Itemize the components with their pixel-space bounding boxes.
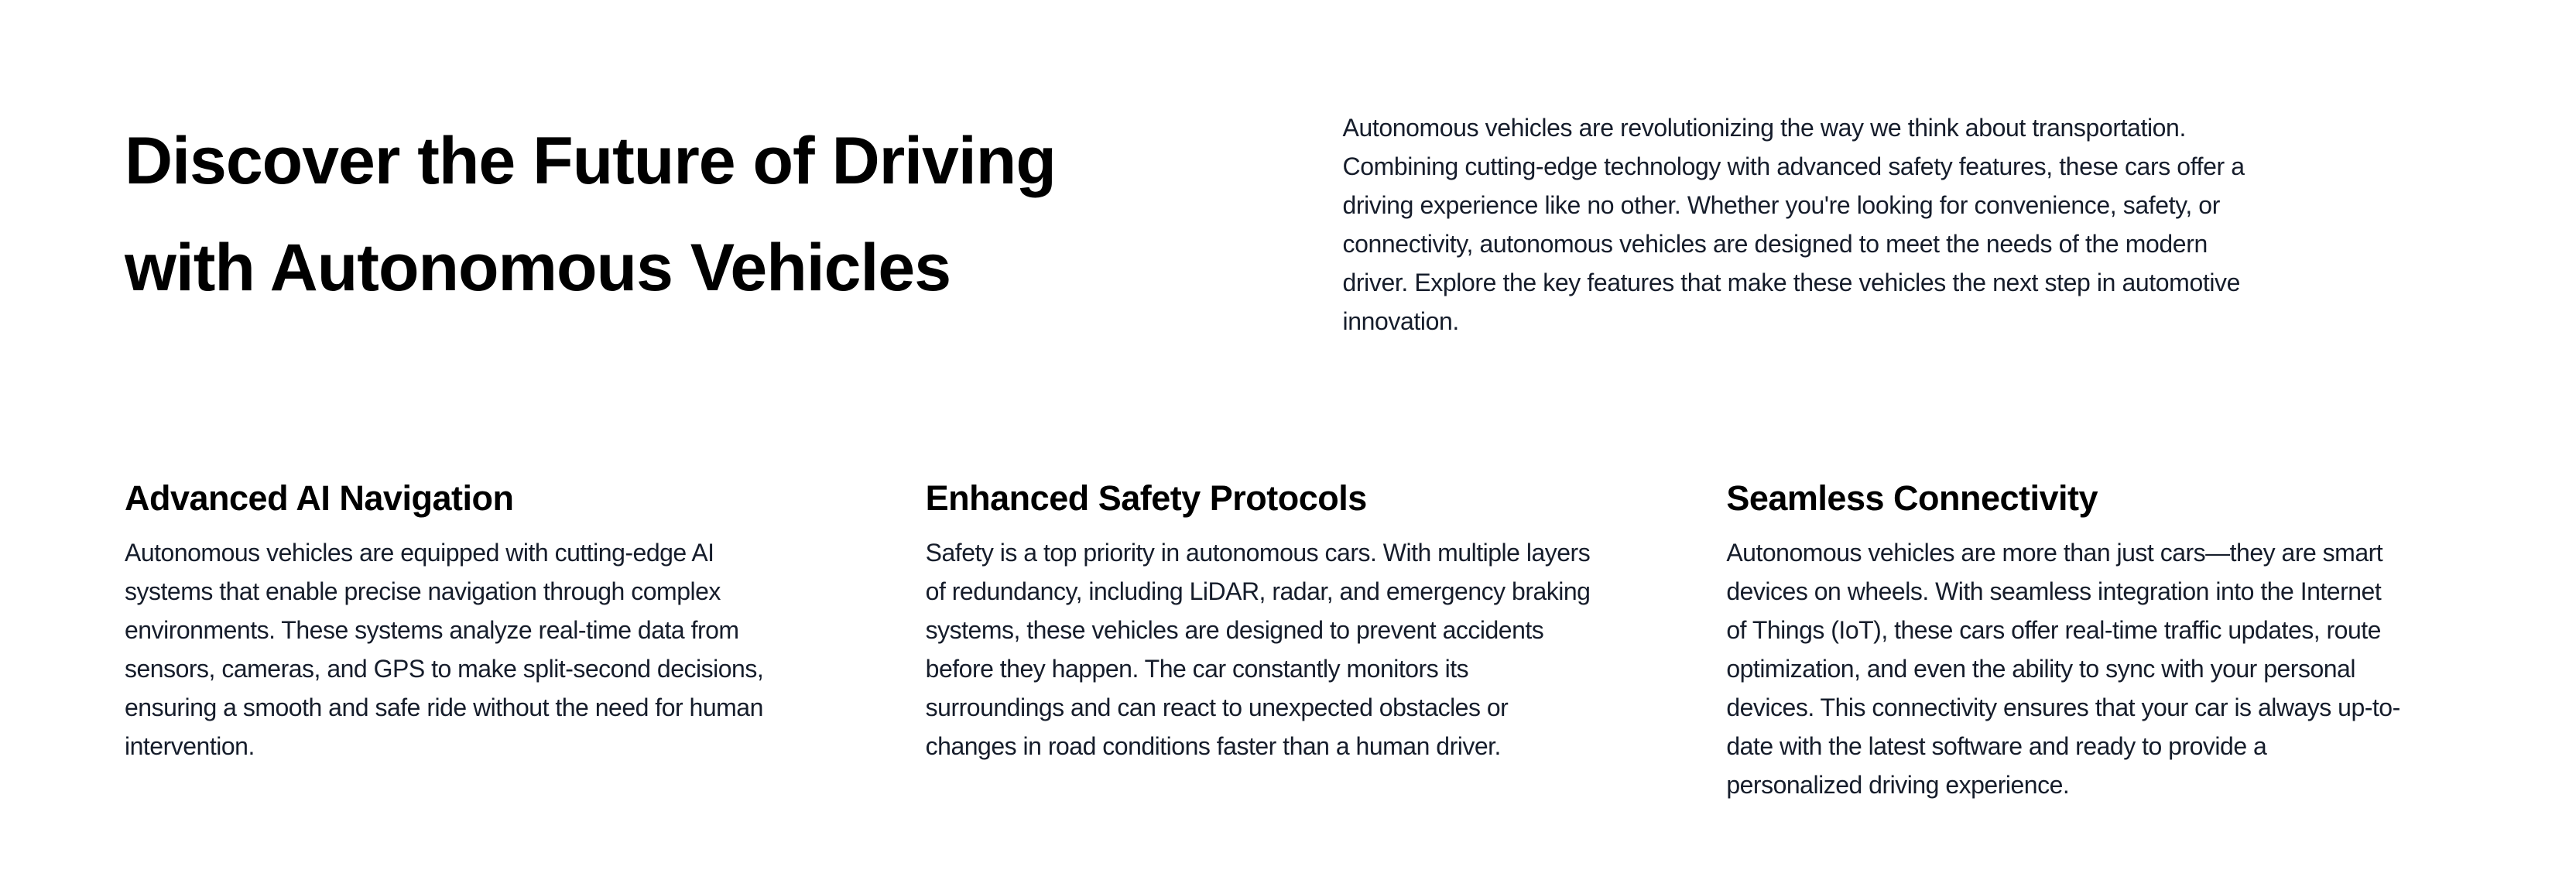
feature-body: Autonomous vehicles are equipped with cutting-edge AI systems that enable precise navigation through complex environments. These systems analyze real-time data from sensors, cameras, and GPS to make split-second decisions, ensuring a smooth and safe ride without the need for human intervention. — [125, 539, 764, 760]
page-title: Discover the Future of Driving with Autonomous Vehicles — [125, 124, 1056, 305]
hero-section — [125, 108, 2452, 341]
feature-card-connectivity — [1726, 478, 2452, 804]
hero-intro-paragraph: Autonomous vehicles are revolutionizing the way we think about transportation. Combining cutting-edge technology with advanced safety features, these cars offer a driving experience like no other. Whether you're looking for convenience, safety, or connectivity, autonomous vehicles are designed to meet the needs of the modern driver. Explore the key features that make these vehicles the next step in automotive innovation. — [1342, 114, 2245, 335]
feature-title: Seamless Connectivity — [1726, 478, 2098, 518]
features-section — [125, 478, 2452, 804]
feature-title: Enhanced Safety Protocols — [925, 478, 1367, 518]
feature-card-ai-navigation — [125, 478, 851, 804]
feature-body: Safety is a top priority in autonomous cars. With multiple layers of redundancy, including LiDAR, radar, and emergency braking systems, these vehicles are designed to prevent accidents before they happen. The car constantly monitors its surroundings and can react to unexpected obstacles or changes in road conditions faster than a human driver. — [925, 539, 1591, 760]
feature-title: Advanced AI Navigation — [125, 478, 514, 518]
feature-card-safety-protocols — [926, 478, 1652, 804]
feature-body: Autonomous vehicles are more than just cars—they are smart devices on wheels. With seamless integration into the Internet of Things (IoT), these cars offer real-time traffic updates, route optimization, and even the ability to sync with your personal devices. This connectivity ensures that your car is always up-to- date with the latest software and ready to provide a personalized driving experience. — [1726, 539, 2400, 799]
